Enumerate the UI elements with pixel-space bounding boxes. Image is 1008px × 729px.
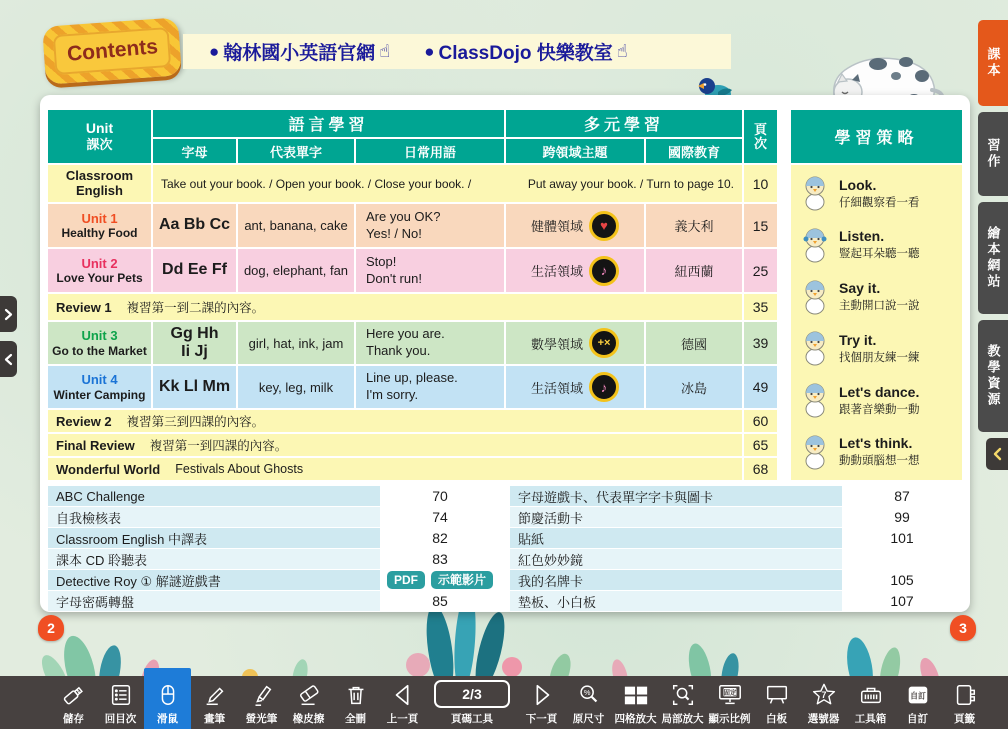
appendix-row [510, 591, 962, 611]
unit4-domain-label: 生活領域 [530, 380, 583, 396]
col-header-phrases: 日常用語 [356, 139, 504, 163]
toc-board [40, 95, 970, 612]
tool-label: 畫筆 [204, 713, 225, 725]
tool-toc[interactable] [97, 676, 144, 729]
page-header-char2: 次 [753, 135, 767, 151]
strategy-en: Let's dance. [839, 383, 920, 400]
bird-mascot-icon [799, 382, 831, 418]
unit1-phrase2: Yes! / No! [366, 225, 422, 241]
tool-label: 螢光筆 [245, 713, 278, 725]
star-number-label: 7 [821, 689, 826, 700]
unit3-domain-label: 數學領域 [530, 336, 583, 352]
bullet-icon: ● [209, 41, 220, 61]
tool-label: 儲存 [63, 713, 84, 725]
region-zoom-icon [670, 682, 696, 708]
appendix-row [48, 528, 500, 548]
unit4-phrase2: I'm sorry. [366, 387, 419, 402]
review1-title: Review 1 [56, 299, 112, 315]
tool-save[interactable] [50, 676, 97, 729]
tool-label: 橡皮擦 [292, 713, 325, 725]
unit2-domain [506, 249, 644, 292]
strategy-en: Try it. [839, 331, 877, 348]
highlighter-icon [249, 682, 275, 708]
unit3-page: 39 [744, 322, 777, 364]
appendix-label: 自我檢核表 [48, 507, 380, 527]
unit4-letters: Kk Ll Mm [153, 366, 236, 408]
appendix-label: ABC Challenge [48, 486, 380, 506]
appendix-label: 字母密碼轉盤 [48, 591, 380, 611]
tool-page-indicator[interactable] [426, 676, 518, 729]
tool-delete-all[interactable] [332, 676, 379, 729]
pointer-hand-icon: ☝ [616, 41, 628, 61]
official-site-link-label: 翰林國小英語官網 [223, 43, 376, 64]
unit4-cell [48, 366, 151, 408]
unit3-letters-line2: Ii Jj [181, 343, 208, 360]
unit2-phrases [356, 249, 504, 292]
appendix-label: Detective Roy ① 解謎遊戲書 [48, 570, 380, 590]
appendix-row [48, 486, 500, 506]
tool-label: 選號器 [807, 713, 840, 725]
unit2-letters: Dd Ee Ff [153, 249, 236, 292]
appendix-page: 82 [432, 530, 448, 546]
life-curriculum-badge-icon [589, 372, 619, 402]
unit3-cell [48, 322, 151, 364]
strategy-item-try [799, 330, 956, 366]
appendix-page: 101 [890, 530, 914, 546]
tab-teaching-resources[interactable] [978, 320, 1008, 432]
page-indicator-box[interactable]: 2/3 [434, 680, 510, 708]
tool-label: 滑鼠 [157, 713, 178, 725]
strategy-en: Look. [839, 176, 877, 193]
appendix-label: 貼紙 [510, 528, 842, 548]
whiteboard-icon [764, 682, 790, 708]
demo-video-button[interactable]: 示範影片 [431, 571, 493, 589]
unit4-page: 49 [744, 366, 777, 408]
classdojo-link-label: ClassDojo 快樂教室 [438, 43, 613, 64]
music-note-icon: ♪ [600, 379, 608, 395]
unit1-tag: Unit 1 [81, 210, 118, 226]
strategy-item-look [799, 175, 956, 211]
classroom-text-right: Put away your book. / Turn to page 10. [527, 176, 734, 191]
toolbox-icon [858, 682, 884, 708]
strategy-header: 學習策略 [791, 110, 962, 163]
tab-workbook[interactable] [978, 112, 1008, 196]
wonderful-world-page: 68 [744, 458, 777, 480]
chevron-left-icon [4, 353, 13, 366]
unit4-words: key, leg, milk [238, 366, 354, 408]
math-symbols-icon: +× [597, 337, 611, 349]
appendix-page: 87 [894, 488, 910, 504]
wonderful-world-desc: Festivals About Ghosts [175, 462, 304, 476]
page-header-char1: 頁 [753, 121, 767, 137]
tool-label: 下一頁 [525, 713, 558, 725]
group-header-language: 語言學習 [153, 110, 504, 137]
health-pe-badge-icon [589, 211, 619, 241]
strategy-zh: 豎起耳朵聽一聽 [839, 248, 920, 261]
contents-badge [42, 17, 182, 84]
tab-picturebook-site-label: 繪本網站 [985, 226, 1001, 290]
pointer-hand-icon: ☝ [379, 41, 391, 61]
unit4-tag: Unit 4 [81, 372, 118, 387]
heart-icon: ♥ [600, 218, 608, 233]
tab-teaching-resources-label: 教學資源 [985, 344, 1001, 408]
unit4-phrases [356, 366, 504, 408]
pencil-icon [202, 682, 228, 708]
bird-mascot-icon [799, 434, 831, 470]
tool-original-size[interactable] [565, 676, 612, 729]
unit3-letters-line1: Gg Hh [170, 324, 219, 342]
bird-mascot-icon [799, 279, 831, 315]
strategy-zh: 仔細觀察看一看 [839, 196, 920, 209]
review2-row [48, 410, 742, 432]
tool-whiteboard[interactable] [753, 676, 800, 729]
chevron-left-icon [992, 447, 1002, 461]
contents-badge-label: Contents [65, 35, 159, 66]
appendix-row [510, 570, 962, 590]
col-header-cross-domain: 跨領域主題 [506, 139, 644, 163]
left-expand-toggle[interactable] [0, 296, 17, 332]
appendix-label: 我的名牌卡 [510, 570, 842, 590]
appendix-row [48, 507, 500, 527]
unit1-letters: Aa Bb Cc [153, 204, 236, 247]
appendix-page: 74 [432, 509, 448, 525]
unit2-words: dog, elephant, fan [238, 249, 354, 292]
unit3-title: Go to the Market [52, 343, 147, 358]
classdojo-link[interactable] [424, 38, 627, 65]
tab-workbook-label: 習作 [985, 138, 1001, 170]
unit4-phrase1: Line up, please. [366, 370, 458, 386]
unit2-page: 25 [744, 249, 777, 292]
page-badge-left: 2 [38, 615, 64, 641]
page-badge-right: 3 [950, 615, 976, 641]
left-collapse-toggle[interactable] [0, 341, 17, 377]
final-review-desc: 複習第一到四課的內容。 [149, 439, 288, 453]
strategy-item-think [799, 434, 956, 470]
unit3-phrase1: Here you are. [366, 326, 445, 342]
usb-save-icon [61, 682, 87, 708]
unit2-phrase1: Stop! [366, 253, 397, 269]
chevron-right-icon [4, 308, 13, 321]
prev-arrow-icon [390, 682, 416, 708]
unit-header-en: Unit [85, 120, 114, 137]
final-review-page: 65 [744, 434, 777, 456]
tool-label: 頁碼工具 [451, 713, 493, 725]
appendix-row [48, 549, 500, 569]
pdf-button[interactable]: PDF [387, 571, 425, 589]
final-review-row [48, 434, 742, 456]
tool-custom[interactable] [894, 676, 941, 729]
unit1-title: Healthy Food [61, 226, 138, 241]
custom-icon [905, 682, 931, 708]
trash-icon [343, 682, 369, 708]
classroom-english-desc [153, 165, 742, 202]
appendix-page: 83 [432, 551, 448, 567]
eraser-icon [296, 682, 322, 708]
unit1-cell [48, 204, 151, 247]
appendix-page: 99 [894, 509, 910, 525]
tab-textbook-label: 課本 [985, 47, 1001, 79]
unit1-phrase1: Are you OK? [366, 208, 441, 224]
appendix-left [48, 486, 500, 611]
unit1-page: 15 [744, 204, 777, 247]
header-links-bar [183, 34, 731, 69]
col-header-letters: 字母 [153, 139, 236, 163]
tool-label: 自訂 [907, 713, 928, 725]
tool-page-tab[interactable] [941, 676, 988, 729]
strategy-en: Say it. [839, 280, 881, 297]
tool-label: 四格放大 [614, 713, 657, 725]
tool-label: 上一頁 [386, 713, 419, 725]
toc-table [48, 110, 777, 480]
tool-label: 工具箱 [854, 713, 887, 725]
tool-label: 回目次 [104, 713, 137, 725]
bird-mascot-icon [799, 175, 831, 211]
review2-page: 60 [744, 410, 777, 432]
strategy-panel [791, 165, 962, 480]
unit3-letters [153, 322, 236, 364]
review1-page: 35 [744, 294, 777, 320]
appendix-buttons [380, 570, 500, 590]
tool-toolbox[interactable] [847, 676, 894, 729]
custom-icon-label: 自訂 [909, 691, 926, 701]
wonderful-world-title: Wonderful World [56, 461, 161, 477]
strategy-zh: 動動頭腦想一想 [839, 455, 920, 468]
unit1-country: 義大利 [646, 204, 742, 247]
col-header-unit [48, 110, 151, 163]
unit3-domain [506, 322, 644, 364]
appendix-page: 70 [432, 488, 448, 504]
strategy-item-dance [799, 382, 956, 418]
unit2-country: 紐西蘭 [646, 249, 742, 292]
review2-desc: 複習第三到四課的內容。 [126, 415, 265, 429]
appendix-label: 課本 CD 聆聽表 [48, 549, 380, 569]
review2-title: Review 2 [56, 413, 112, 429]
tab-textbook[interactable] [978, 20, 1008, 106]
appendix-row [510, 528, 962, 548]
monitor-fixed-icon [716, 682, 744, 708]
classroom-english-title: Classroom English [48, 165, 151, 202]
tool-eraser[interactable] [285, 676, 332, 729]
bottom-toolbar [0, 676, 1008, 729]
col-header-words: 代表單字 [238, 139, 354, 163]
unit3-tag: Unit 3 [81, 328, 118, 343]
col-header-page [744, 110, 777, 163]
tool-number-picker[interactable] [800, 676, 847, 729]
strategy-item-listen [799, 227, 956, 263]
tool-label: 顯示比例 [708, 713, 751, 725]
unit2-title: Love Your Pets [56, 271, 143, 286]
math-badge-icon [589, 328, 619, 358]
final-review-title: Final Review [56, 437, 135, 453]
tool-highlighter[interactable] [238, 676, 285, 729]
contents-list-icon [108, 682, 134, 708]
unit2-cell [48, 249, 151, 292]
strategy-zh: 找個朋友練一練 [839, 351, 920, 364]
music-note-icon: ♪ [600, 263, 608, 278]
appendix-label: Classroom English 中譯表 [48, 528, 380, 548]
strategy-en: Let's think. [839, 435, 913, 452]
appendix-page [842, 549, 962, 569]
tool-label: 全刪 [345, 713, 366, 725]
tool-mouse[interactable] [144, 668, 191, 729]
appendix-label: 字母遊戲卡、代表單字字卡與圖卡 [510, 486, 842, 506]
appendix-label: 墊板、小白板 [510, 591, 842, 611]
tab-picturebook-site[interactable] [978, 202, 1008, 314]
review1-row [48, 294, 742, 320]
tool-region-zoom[interactable] [659, 676, 706, 729]
appendix-row [48, 570, 500, 590]
strategy-zh: 跟著音樂動一動 [839, 403, 920, 416]
unit1-domain-label: 健體領域 [530, 219, 583, 234]
svg-text:%: % [583, 688, 590, 697]
wonderful-world-row [48, 458, 742, 480]
tool-label: 頁籤 [954, 713, 975, 725]
classroom-page: 10 [744, 165, 777, 202]
fixed-label: 固定 [723, 689, 736, 697]
unit3-phrases [356, 322, 504, 364]
appendix-page: 85 [432, 593, 448, 609]
appendix-row [510, 549, 962, 569]
official-site-link[interactable] [209, 38, 390, 65]
tool-next-page[interactable] [518, 676, 565, 729]
four-grid-icon [621, 682, 651, 708]
bird-mascot-icon [799, 227, 831, 263]
life-curriculum-badge-icon [589, 256, 619, 286]
unit2-tag: Unit 2 [81, 255, 118, 271]
unit-header-zh: 課次 [86, 137, 113, 153]
unit4-domain [506, 366, 644, 408]
appendix-page: 107 [890, 593, 914, 609]
unit1-domain [506, 204, 644, 247]
zoom-percent-icon [576, 682, 602, 708]
unit2-domain-label: 生活領域 [530, 264, 583, 279]
review1-desc: 複習第一到二課的內容。 [126, 301, 265, 315]
appendix-label: 紅色妙妙鏡 [510, 549, 842, 569]
right-panel-collapse-tab[interactable] [986, 438, 1008, 470]
unit4-country: 冰島 [646, 366, 742, 408]
unit1-phrases [356, 204, 504, 247]
appendix-right [510, 486, 962, 611]
unit3-phrase2: Thank you. [366, 343, 431, 358]
page-tab-icon [952, 682, 978, 708]
tool-four-grid-zoom[interactable] [612, 676, 659, 729]
classroom-text-left: Take out your book. / Open your book. / Close your book. / [161, 176, 472, 191]
unit2-phrase2: Don't run! [366, 270, 422, 286]
bullet-icon: ● [424, 41, 435, 61]
unit3-words: girl, hat, ink, jam [238, 322, 354, 364]
tool-label: 局部放大 [661, 713, 704, 725]
next-arrow-icon [529, 682, 555, 708]
tool-prev-page[interactable] [379, 676, 426, 729]
appendix-page: 105 [890, 572, 914, 588]
tool-label: 原尺寸 [572, 713, 605, 725]
unit3-country: 德國 [646, 322, 742, 364]
strategy-zh: 主動開口說一說 [839, 300, 920, 313]
tool-pen[interactable] [191, 676, 238, 729]
mouse-icon [155, 682, 181, 708]
strategy-en: Listen. [839, 228, 885, 245]
unit4-title: Winter Camping [53, 387, 146, 402]
star-number-icon [810, 682, 838, 708]
appendix-row [510, 486, 962, 506]
tool-display-scale[interactable] [706, 676, 753, 729]
strategy-item-say [799, 279, 956, 315]
col-header-international: 國際教育 [646, 139, 742, 163]
group-header-multi: 多元學習 [506, 110, 742, 137]
appendix-row [48, 591, 500, 611]
tool-label: 白板 [766, 713, 787, 725]
appendix-row [510, 507, 962, 527]
bird-mascot-icon [799, 330, 831, 366]
unit1-words: ant, banana, cake [238, 204, 354, 247]
appendix-label: 節慶活動卡 [510, 507, 842, 527]
